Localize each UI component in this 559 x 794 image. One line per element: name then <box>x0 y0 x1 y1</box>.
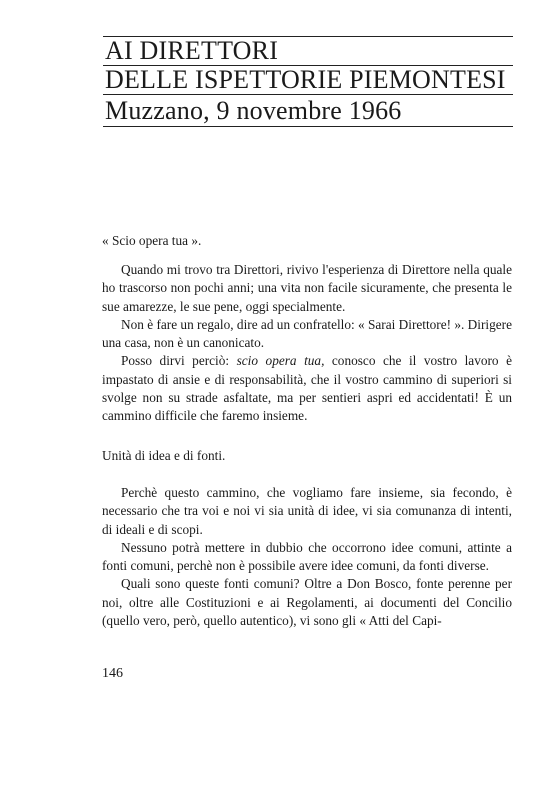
paragraph: Quando mi trovo tra Direttori, rivivo l'esperienza di Direttore nella quale ho trascorso non pochi anni; una vita non facile sicuramente, che presenta le sue amarezze, le sue pene, oggi specialmente. <box>102 262 512 314</box>
paragraph: Nessuno potrà mettere in dubbio che occorrono idee comuni, attinte a fonti comuni, perchè non è possibile avere idee comuni, da fonti diverse. <box>102 539 512 574</box>
italic-quote: scio opera tua, <box>236 353 325 369</box>
paragraph <box>102 352 512 425</box>
paragraph-text: Posso dirvi perciò: <box>121 353 237 369</box>
section-1-body <box>102 261 512 426</box>
header-title-line-2: DELLE ISPETTORIE PIEMONTESI <box>105 65 506 94</box>
header-rule-bottom <box>103 126 513 127</box>
page-number: 146 <box>102 666 123 681</box>
paragraph: Quali sono queste fonti comuni? Oltre a Don Bosco, fonte perenne per noi, oltre alle Costituzioni e ai Regolamenti, ai documenti del Concilio (quello vero, però, quello autentico), vi sono gli « Atti del Capi- <box>102 576 512 629</box>
paragraph-text: conosco che il vostro lavoro è impastato di ansie e di responsabilità, che il vostro cammino di superiori si svolge non su strade asfaltate, ma per sentieri aspri ed accidentati! È un cammino difficile che faremo insieme. <box>102 353 512 424</box>
header-date-line: Muzzano, 9 novembre 1966 <box>105 96 402 125</box>
header-rule-3 <box>103 94 513 95</box>
section-heading-scio-opera-tua: « Scio opera tua ». <box>102 233 202 248</box>
section-2-body <box>102 484 512 630</box>
section-heading-unita: Unità di idea e di fonti. <box>102 448 226 463</box>
paragraph: Perchè questo cammino, che vogliamo fare insieme, sia fecondo, è necessario che tra voi e noi vi sia unità di idee, vi sia comunanza di intenti, di ideali e di scopi. <box>102 485 512 537</box>
paragraph: Non è fare un regalo, dire ad un confratello: « Sarai Direttore! ». Dirigere una casa, non è un canonicato. <box>102 316 512 351</box>
header-title-line-1: AI DIRETTORI <box>105 36 279 65</box>
